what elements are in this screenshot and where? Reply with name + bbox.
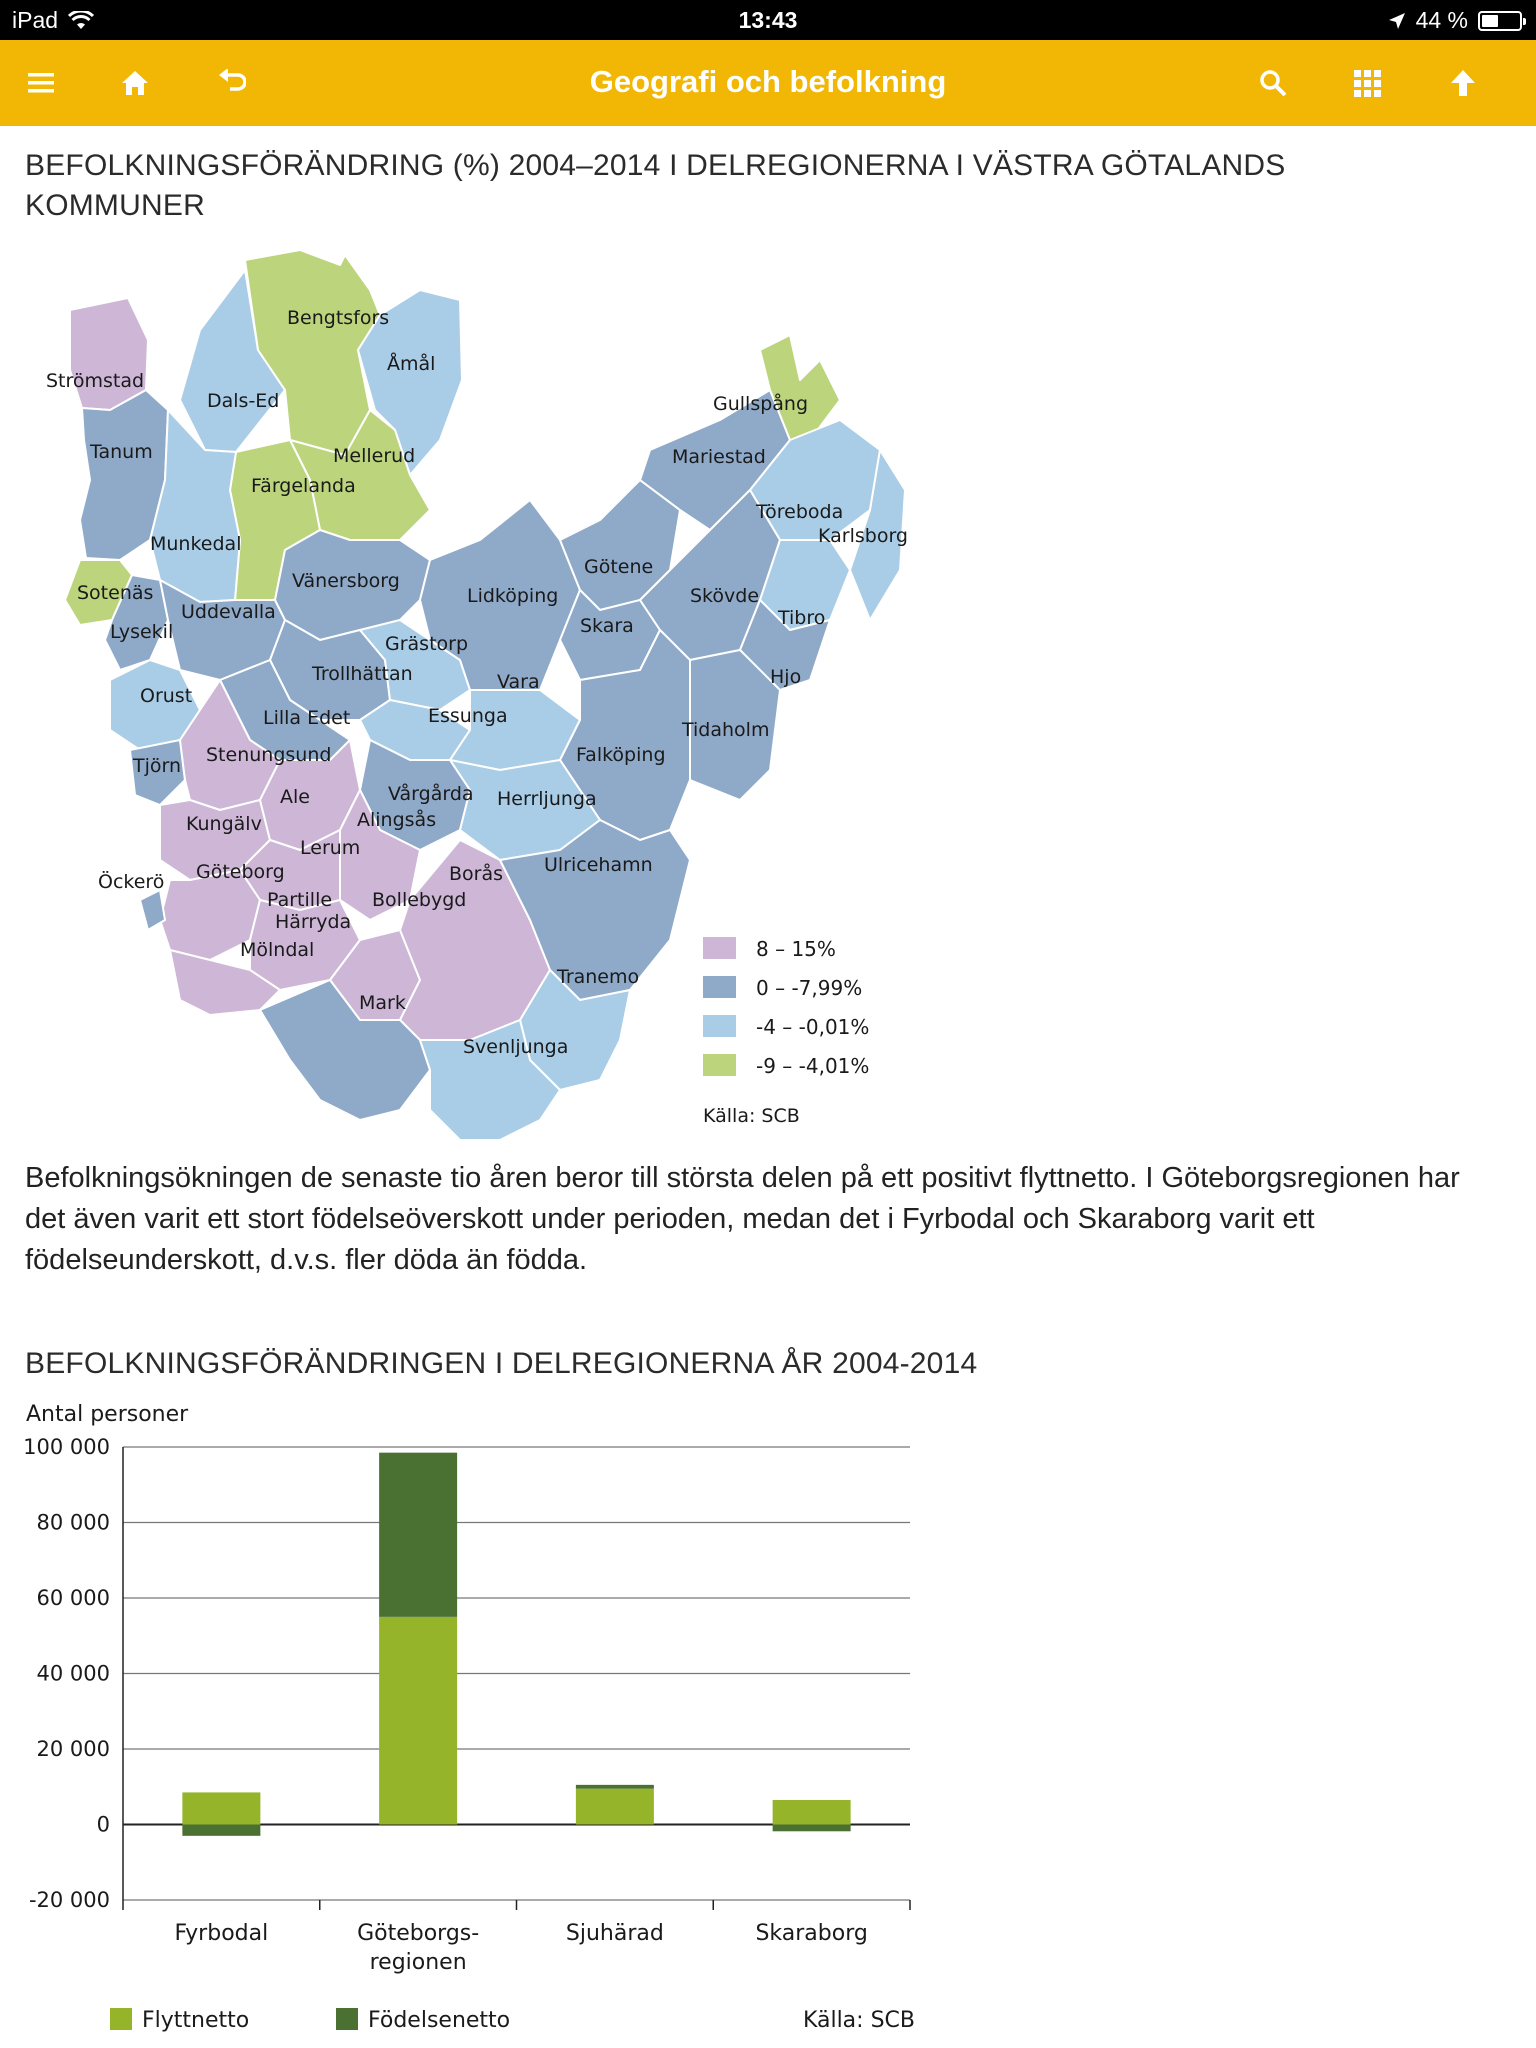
map-label: Öckerö — [98, 871, 165, 893]
y-tick-label: 40 000 — [36, 1661, 110, 1686]
x-tick-label: Göteborgs- — [357, 1921, 480, 1946]
map-label: Ulricehamn — [544, 854, 653, 876]
y-tick-label: 20 000 — [36, 1737, 110, 1761]
grid-dot — [1374, 80, 1381, 87]
grid-icon — [1352, 68, 1382, 98]
map-label: Ale — [280, 786, 310, 808]
search-button[interactable] — [1248, 58, 1298, 108]
map-label: Gullspång — [713, 393, 809, 415]
map-source: Källa: SCB — [703, 1105, 800, 1127]
region-stromstad — [70, 298, 148, 410]
clock: 13:43 — [738, 7, 798, 33]
map-label: Kungälv — [186, 813, 262, 835]
legend-label: Flyttnetto — [142, 2008, 250, 2033]
up-arrow-icon — [1449, 68, 1477, 98]
chart-source: Källa: SCB — [802, 2008, 915, 2033]
map-heading-line2: KOMMUNER — [25, 189, 205, 222]
map-label: Strömstad — [46, 370, 145, 392]
x-tick-label: Sjuhärad — [565, 1921, 664, 1946]
grid-dot — [1354, 80, 1361, 87]
map-label: Lilla Edet — [263, 707, 351, 729]
map-label: Färgelanda — [251, 475, 356, 497]
map-legend — [703, 937, 869, 1127]
map-label: Bollebygd — [372, 889, 467, 911]
map-label: Mellerud — [333, 445, 416, 467]
x-tick-label: Fyrbodal — [174, 1921, 269, 1946]
legend-swatch — [703, 1015, 736, 1037]
map-label: Mark — [359, 992, 406, 1014]
legend-swatch — [703, 1054, 736, 1076]
navigation-bar — [0, 40, 1536, 126]
map-heading — [25, 146, 1285, 226]
bar-segment — [379, 1617, 457, 1825]
grid-dot — [1354, 70, 1361, 77]
map-label: Stenungsund — [206, 744, 332, 766]
map-label: Götene — [584, 556, 654, 578]
map-heading-line1: BEFOLKNINGSFÖRÄNDRING (%) 2004–2014 I DELREGIONERNA I VÄSTRA GÖTALANDS — [25, 149, 1286, 182]
bar-segment — [576, 1785, 654, 1789]
map-label: Tidaholm — [682, 719, 770, 741]
map-label: Borås — [449, 863, 504, 885]
grid-dot — [1364, 80, 1371, 87]
search-icon — [1258, 68, 1288, 98]
bar-chart — [0, 1390, 1536, 2048]
map-label: Herrljunga — [497, 788, 597, 810]
legend-swatch — [110, 2008, 132, 2030]
map-label: Trollhättan — [312, 663, 413, 685]
map-label: Skövde — [690, 585, 760, 607]
legend-label: Födelsenetto — [368, 2008, 511, 2033]
y-tick-label: 0 — [96, 1812, 110, 1837]
grid-dot — [1354, 90, 1361, 97]
y-axis-label: Antal personer — [26, 1402, 189, 1427]
map-label: Essunga — [428, 705, 508, 727]
map-label: Göteborg — [196, 861, 285, 883]
device-name: iPad — [12, 7, 59, 33]
map-label: Dals-Ed — [207, 390, 280, 412]
map-label: Lerum — [300, 837, 361, 859]
y-tick-label: 60 000 — [36, 1586, 110, 1610]
map-label: Partille — [267, 889, 333, 911]
y-tick-label: -20 000 — [28, 1888, 110, 1912]
legend-label: 0 – -7,99% — [756, 976, 863, 1000]
y-tick-label: 100 000 — [23, 1435, 110, 1459]
legend-label: -9 – -4,01% — [756, 1054, 870, 1078]
map-label: Uddevalla — [181, 601, 276, 623]
y-tick-label: 80 000 — [36, 1510, 110, 1535]
map-label: Åmål — [387, 353, 436, 375]
scroll-top-button[interactable] — [1438, 58, 1488, 108]
chart-heading: BEFOLKNINGSFÖRÄNDRINGEN I DELREGIONERNA ÅR 2004-2014 — [25, 1347, 978, 1380]
map-label: Hjo — [770, 666, 802, 688]
status-bar — [0, 0, 1536, 40]
grid-dot — [1364, 70, 1371, 77]
map-label: Lidköping — [467, 585, 559, 607]
legend-swatch — [703, 976, 736, 998]
map-label: Härryda — [275, 911, 352, 933]
grid-dot — [1364, 90, 1371, 97]
grid-dot — [1374, 70, 1381, 77]
x-tick-label: regionen — [369, 1950, 467, 1975]
map-label: Tranemo — [557, 966, 640, 988]
map-label: Lysekil — [110, 621, 174, 643]
page-title: Geografi och befolkning — [589, 64, 947, 99]
grid-dot — [1374, 90, 1381, 97]
legend-label: 8 – 15% — [756, 937, 836, 961]
map-label: Orust — [140, 685, 193, 707]
map-label: Karlsborg — [818, 525, 908, 547]
map-label: Munkedal — [150, 533, 242, 555]
battery-percent: 44 % — [1415, 7, 1468, 33]
map-label: Svenljunga — [463, 1036, 569, 1058]
map-label: Tjörn — [133, 755, 182, 777]
map-label: Tibro — [778, 607, 826, 629]
x-tick-label: Skaraborg — [755, 1921, 868, 1946]
map-label: Mölndal — [240, 939, 315, 961]
map-label: Vänersborg — [292, 570, 400, 592]
bar-segment — [576, 1789, 654, 1825]
bar-segment — [773, 1800, 851, 1825]
map-label: Bengtsfors — [287, 307, 390, 329]
map-label: Grästorp — [385, 633, 469, 655]
region-map — [0, 240, 1536, 1160]
legend-swatch — [336, 2008, 358, 2030]
bar-segment — [182, 1825, 260, 1836]
map-label: Falköping — [576, 744, 666, 766]
map-label: Vårgårda — [388, 783, 474, 805]
map-label: Vara — [497, 671, 540, 693]
battery-icon — [1478, 11, 1522, 31]
map-label: Töreboda — [756, 501, 844, 523]
legend-label: -4 – -0,01% — [756, 1015, 870, 1039]
location-icon — [1388, 12, 1406, 30]
map-label: Mariestad — [672, 446, 766, 468]
bar-segment — [773, 1825, 851, 1832]
bar-segment — [379, 1453, 457, 1617]
body-paragraph: Befolkningsökningen de senaste tio åren beror till största delen på ett positivt flyttnetto. I Göteborgsregionen har det även varit ett stort födelseöverskott under perioden, medan det i Fyrbodal och Skaraborg varit ett födelseunderskott, d.v.s. fler döda än födda. — [25, 1162, 1460, 1276]
legend-swatch — [703, 937, 736, 959]
map-label: Skara — [580, 615, 634, 637]
map-label: Tanum — [90, 441, 153, 463]
map-label: Alingsås — [357, 809, 437, 831]
bar-segment — [182, 1792, 260, 1824]
map-label: Sotenäs — [77, 582, 154, 604]
grid-button[interactable] — [1342, 58, 1392, 108]
